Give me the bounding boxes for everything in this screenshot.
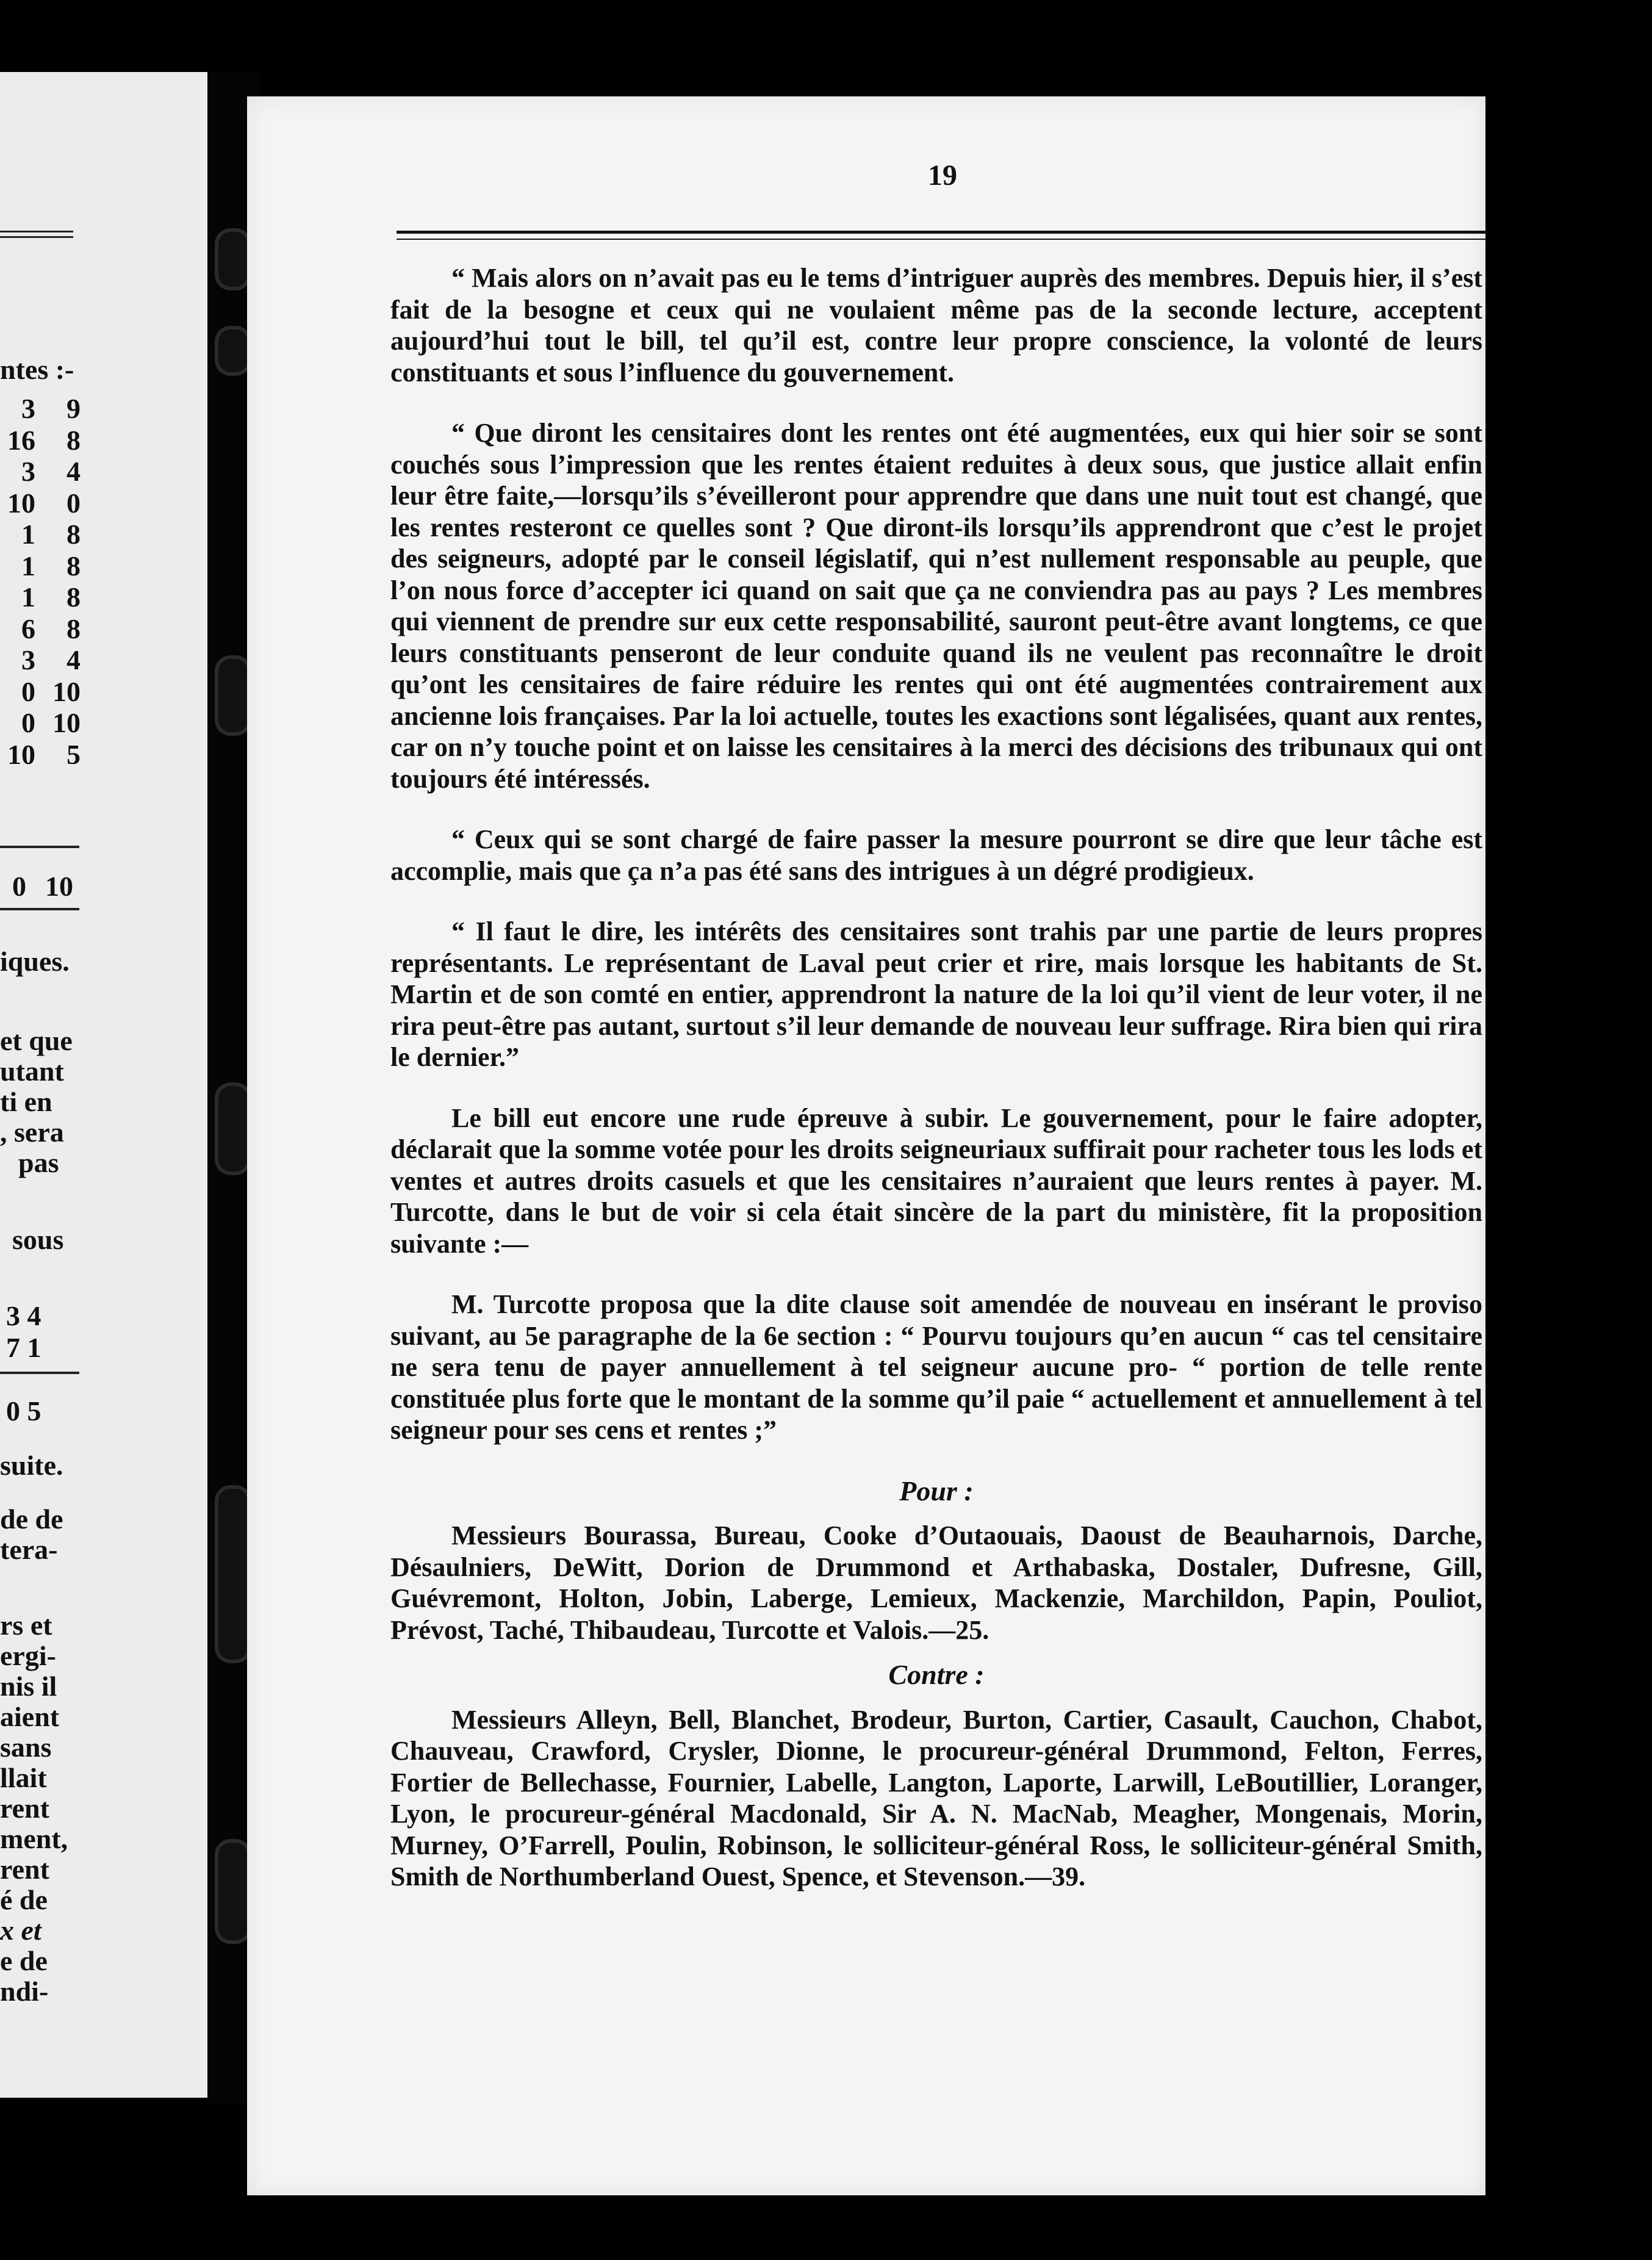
- fragment-line: iques.: [0, 946, 70, 977]
- quoted-paragraph: “ Que diront les censitaires dont les rentes ont été augmentées, eux qui hier soir se sont couchés sous l’impression que les rentes étaient reduites à deux sous, que justice allait enfin leur être faite,—lorsqu’ils s’éveilleront pour apprendre que dans une nuit tout est changé, que les rentes resteront ce quelles sont ? Que diront-ils lorsqu’ils apprendront que c’est le projet des seigneurs, adopté par le conseil législatif, qui n’est nullement responsable au peuple, que l’on nous force d’accepter ici quand on sait que ça ne conviendra pas au pays ? Les membres qui viennent de prendre sur eux cette responsabilité, sauront peut-être avant longtems, ce que leurs constituants penseront de leur conduite quand ils ne veulent pas reconnaître le droit qu’ont les censitaires de faire réduire les rentes qui ont été augmentées contrairement aux ancienne lois françaises. Par la loi actuelle, toutes les exactions sont légalisées, quant aux rentes, car on n’y touche point et on laisse les censitaires à la merci des décisions des tribunaux qui ont toujours été intéressés.: [390, 418, 1482, 794]
- binding-stitch: [218, 232, 248, 287]
- value: 4: [66, 644, 81, 675]
- fragment-line: suite.: [0, 1450, 63, 1481]
- fragment-line: rs et: [0, 1610, 52, 1641]
- fragment-line: rent: [0, 1793, 49, 1824]
- fragment-line: sans: [0, 1732, 52, 1763]
- value: 3: [21, 456, 35, 487]
- fragment-line: ergi-: [0, 1640, 56, 1671]
- binding-stitch: [218, 1843, 248, 1940]
- fragment-line: é de: [0, 1884, 48, 1915]
- fragment-line: nis il: [0, 1671, 57, 1702]
- fragment-line: ti en: [0, 1086, 52, 1117]
- fragment-line: de de: [0, 1503, 63, 1535]
- value: 4: [66, 456, 81, 487]
- page-number: 19: [928, 159, 957, 192]
- previous-page-fragment: [0, 72, 233, 2098]
- value: 0: [21, 707, 35, 738]
- fragment-line: ment,: [0, 1823, 68, 1854]
- header-rule-left: [0, 231, 73, 238]
- fragment-line: rent: [0, 1854, 49, 1885]
- value: 3: [21, 644, 35, 675]
- binding-stitch: [218, 1086, 248, 1171]
- value: 8: [66, 581, 81, 613]
- value: 3: [21, 393, 35, 424]
- contre-heading: Contre :: [888, 1659, 985, 1690]
- value: 7 1: [6, 1332, 41, 1363]
- value: 1: [21, 519, 35, 550]
- value: 10: [52, 675, 81, 707]
- sum-rule: [0, 846, 79, 848]
- value: 1: [21, 581, 35, 613]
- pour-list: Messieurs Bourassa, Bureau, Cooke d’Outaouais, Daoust de Beauharnois, Darche, Désaulniers, DeWitt, Dorion de Drummond et Arthabaska, Dostaler, Dufresne, Gill, Guévremont, Holton, Jobin, Laberge, Lemieux, Mackenzie, Marchildon, Papin, Pouliot, Prévost, Taché, Thibaudeau, Turcotte et Valois.—25.: [390, 1520, 1482, 1645]
- binding-stitch: [218, 1489, 248, 1660]
- fragment-line: pas: [18, 1147, 59, 1178]
- contre-list: Messieurs Alleyn, Bell, Blanchet, Brodeur, Burton, Cartier, Casault, Cauchon, Chabot, Chauveau, Crawford, Crysler, Dionne, le procureur-général Drummond, Felton, Ferres, Fortier de Bellechasse, Fournier, Labelle, Langton, Laporte, Larwill, LeBoutillier, Loranger, Lyon, le procureur-général Macdonald, Sir A. N. MacNab, Meagher, Mongenais, Morin, Murney, O’Farrell, Poulin, Robinson, le solliciteur-général Ross, le solliciteur-général Smith, Smith de Northumberland Ouest, Spence, et Stevenson.—39.: [390, 1704, 1482, 1891]
- value: 6: [21, 613, 35, 644]
- fragment-line: utant: [0, 1056, 64, 1087]
- header-rule: [397, 231, 1487, 240]
- value: 10: [52, 707, 81, 738]
- body-paragraph: Le bill eut encore une rude épreuve à subir. Le gouvernement, pour le faire adopter, déclarait que la somme votée pour les droits seigneuriaux suffirait pour racheter tous les lods et ventes et autres droits casuels et que les censitaires n’auraient que leurs rentes à payer. M. Turcotte, dans le but de voir si cela était sincère de la part du ministère, fit la proposition suivante :—: [390, 1103, 1482, 1259]
- value: 10: [7, 487, 35, 519]
- value: 0: [66, 487, 81, 519]
- value: 8: [66, 519, 81, 550]
- fragment-line: ndi-: [0, 1976, 49, 2007]
- value: 8: [66, 424, 81, 456]
- quoted-paragraph: “ Ceux qui se sont chargé de faire passer la mesure pourront se dire que leur tâche est accomplie, mais que ça n’a pas été sans des intrigues à un dégré prodigieux.: [390, 824, 1482, 886]
- sum-value: 0: [12, 871, 26, 902]
- fragment-line: llait: [0, 1762, 47, 1793]
- fragment-line: e de: [0, 1945, 48, 1976]
- quoted-paragraph: “ Il faut le dire, les intérêts des censitaires sont trahis par une partie de leurs propres représentants. Le représentant de Laval peut crier et rire, mais lorsque les habitants de St. Martin et de son comté en entier, apprendront la nature de la loi qu’il vient de leur voter, il ne rira peut-être pas autant, surtout s’il leur demande de nouveau leur suffrage. Rira bien qui rira le dernier.”: [390, 916, 1482, 1072]
- binding-stitch: [218, 659, 248, 732]
- value: 16: [7, 424, 35, 456]
- fragment-line: , sera: [0, 1117, 64, 1148]
- sum-rule: [0, 908, 79, 910]
- binding-stitch: [218, 329, 248, 372]
- fragment-line: sous: [12, 1224, 64, 1255]
- value: 8: [66, 613, 81, 644]
- value: 1: [21, 550, 35, 581]
- fragment-line: et que: [0, 1025, 73, 1056]
- fragment-line: tera-: [0, 1534, 58, 1565]
- pour-heading: Pour :: [899, 1475, 974, 1506]
- value: 9: [66, 393, 81, 424]
- value: 0: [21, 675, 35, 707]
- motion-paragraph: M. Turcotte proposa que la dite clause soit amendée de nouveau en insérant le proviso suivant, au 5e paragraphe de la 6e section : “ Pourvu toujours qu’en aucun “ cas tel censitaire ne sera tenu de payer annuellement à tel seigneur aucune pro- “ portion de telle rente constituée plus forte que le montant de la somme qu’il paie “ actuellement et annuellement à tel seigneur pour ses cens et rentes ;”: [390, 1289, 1482, 1445]
- sum-value: 10: [45, 871, 73, 902]
- fragment-line: ntes :-: [0, 354, 74, 385]
- page-body: [390, 262, 1482, 1906]
- fragment-line: aient: [0, 1701, 60, 1732]
- value: 0 5: [6, 1395, 41, 1427]
- fragment-line: x et: [0, 1915, 41, 1946]
- value: 5: [66, 738, 81, 770]
- value: 8: [66, 550, 81, 581]
- value: 3 4: [6, 1300, 41, 1331]
- quoted-paragraph: “ Mais alors on n’avait pas eu le tems d’intriguer auprès des membres. Depuis hier, il s’est fait de la besogne et ceux qui ne voulaient même pas de la seconde lecture, acceptent aujourd’hui tout le bill, tel qu’il est, contre leur propre conscience, la volonté de leurs constituants et sous l’influence du gouvernement.: [390, 263, 1482, 387]
- sum-rule: [0, 1372, 79, 1374]
- value: 10: [7, 738, 35, 770]
